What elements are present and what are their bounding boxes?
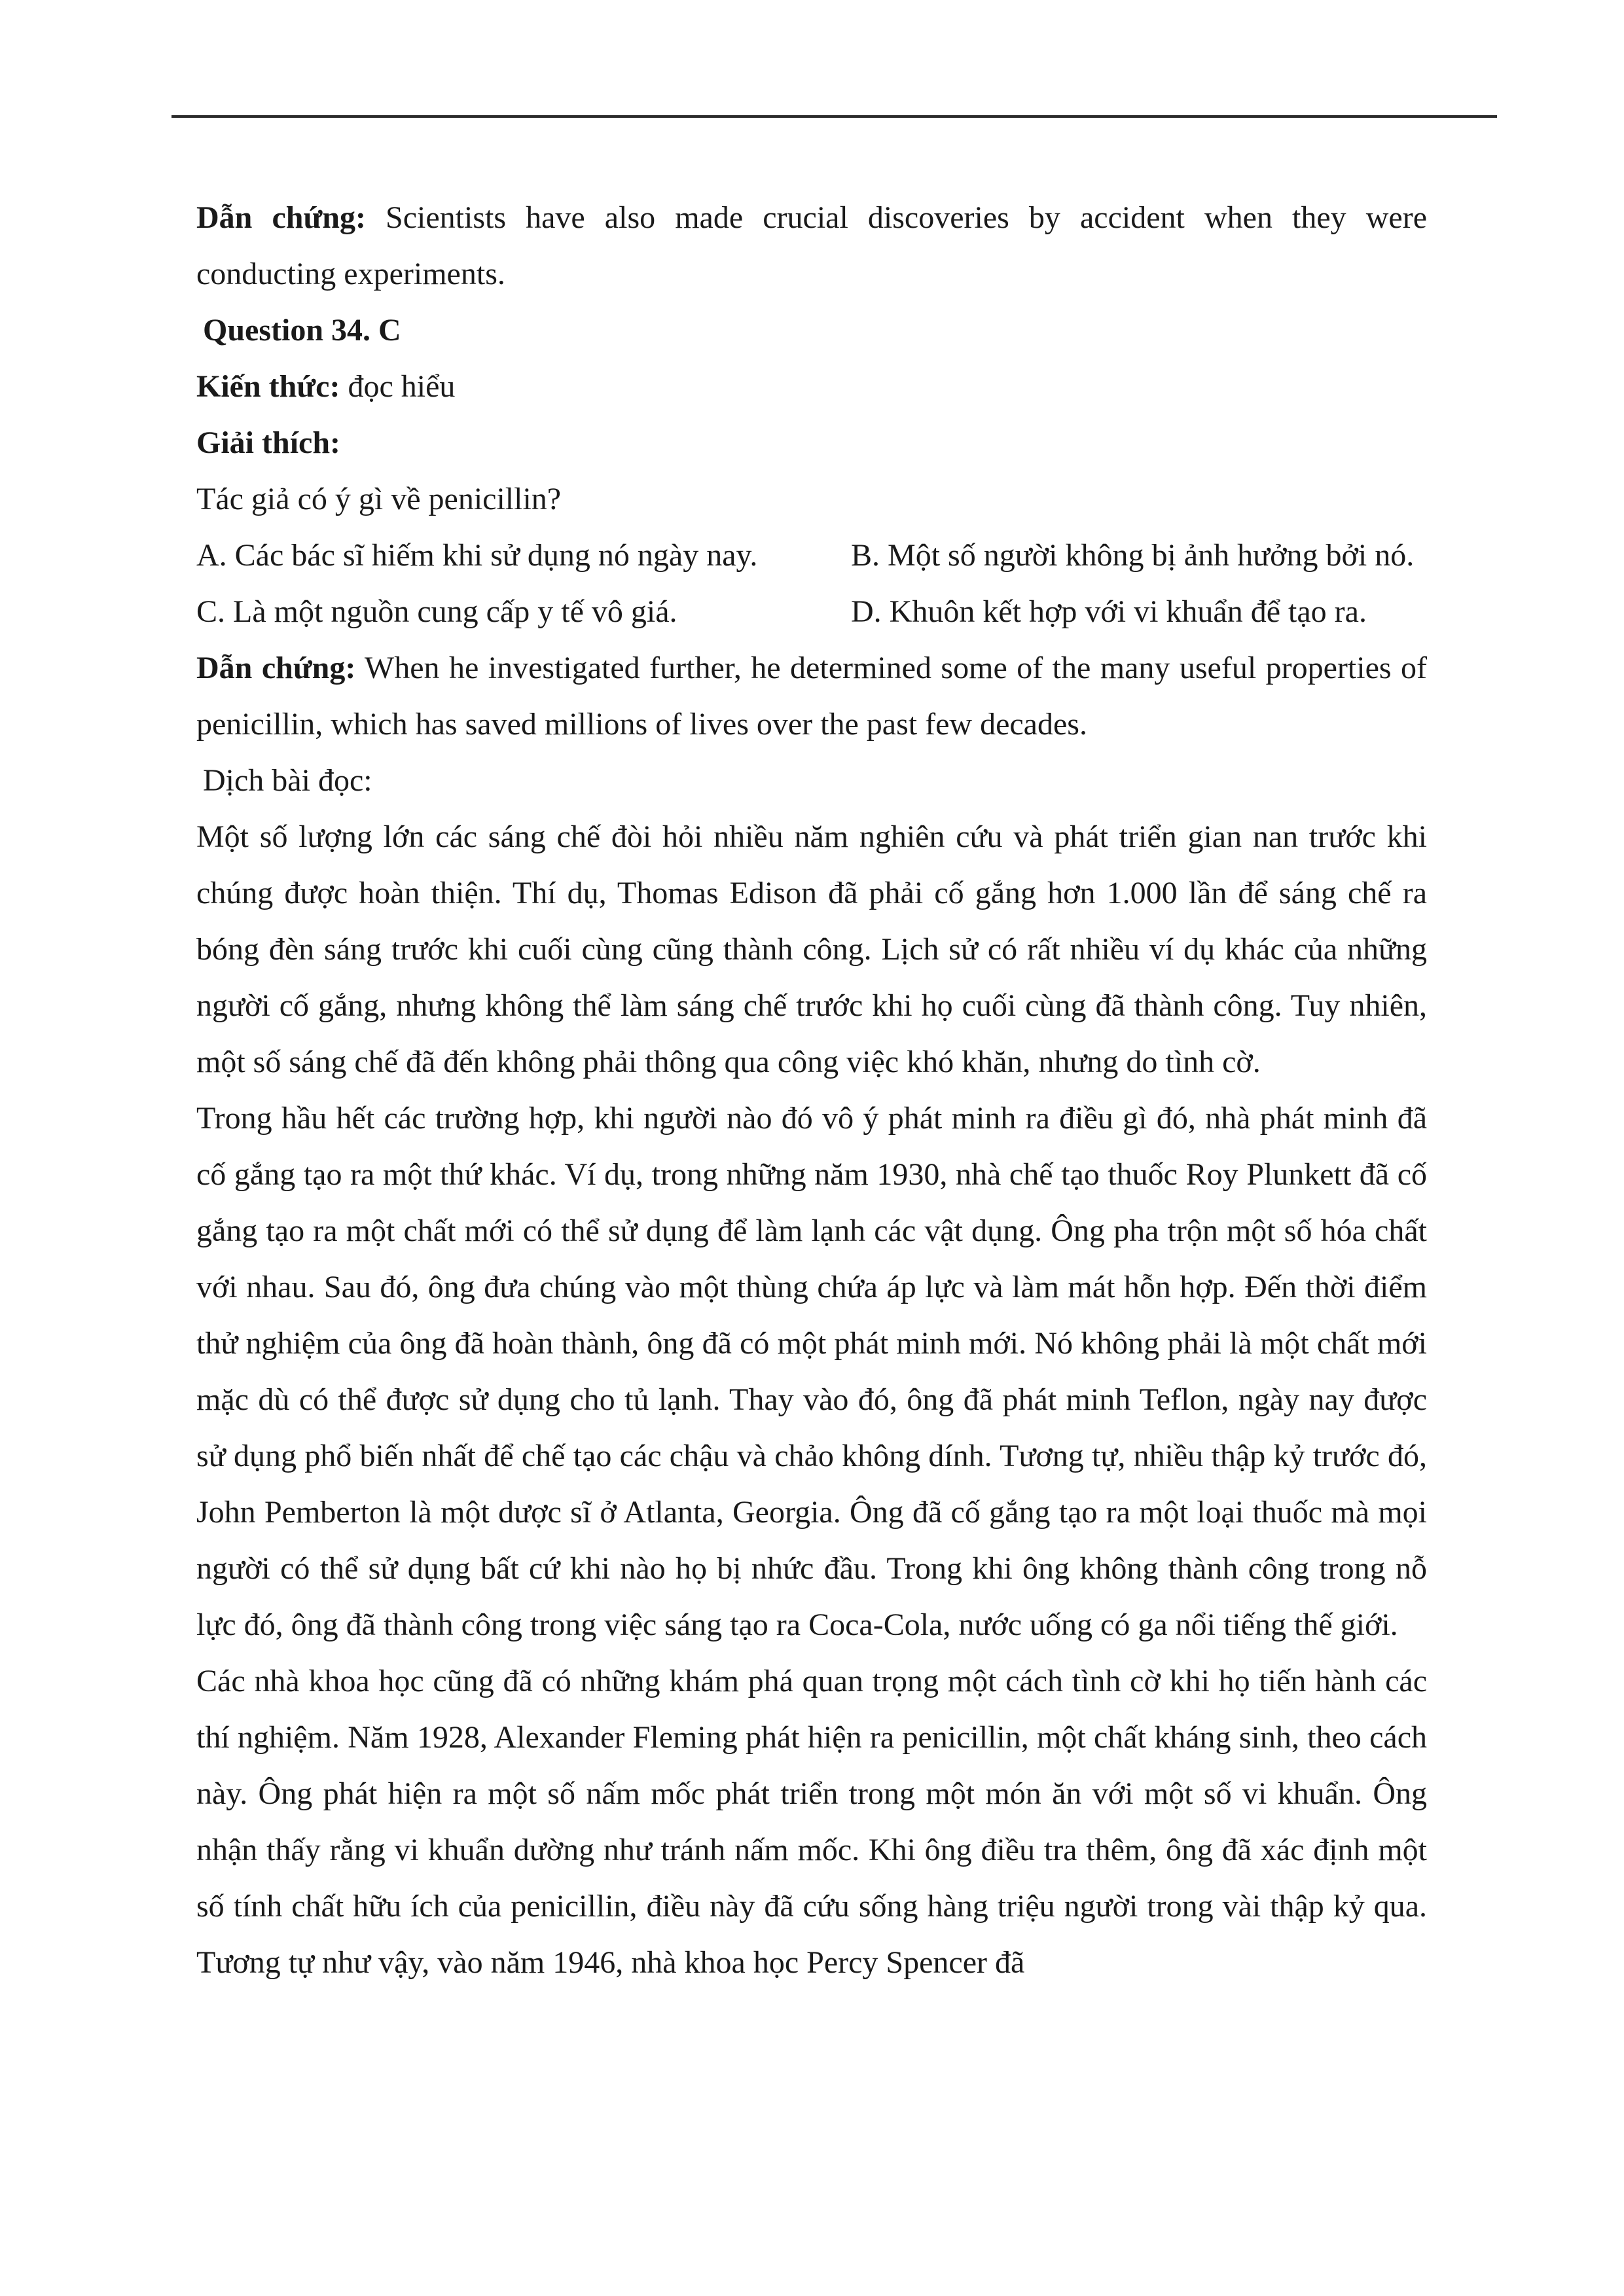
knowledge-value: đọc hiểu [340, 369, 456, 404]
options-row-2 [196, 584, 1427, 640]
knowledge-label: Kiến thức: [196, 369, 340, 404]
knowledge-line [196, 359, 1427, 415]
explanation-label: Giải thích: [196, 425, 341, 460]
evidence-label: Dẫn chứng: [196, 200, 366, 235]
translation-paragraph: Các nhà khoa học cũng đã có những khám phá quan trọng một cách tình cờ khi họ tiến hành các thí nghiệm. Năm 1928, Alexander Fleming phát hiện ra penicillin, một chất kháng sinh, theo cách này. Ông phát hiện ra một số nấm mốc phát triển trong một món ăn với một số vi khuẩn. Ông nhận thấy rằng vi khuẩn dường như tránh nấm mốc. Khi ông điều tra thêm, ông đã xác định một số tính chất hữu ích của penicillin, điều này đã cứu sống hàng triệu người trong vài thập kỷ qua. Tương tự như vậy, vào năm 1946, nhà khoa học Percy Spencer đã [196, 1664, 1427, 1980]
question-prompt: Tác giả có ý gì về penicillin? [196, 482, 562, 516]
document-body [196, 190, 1427, 1991]
translation-paragraph: Trong hầu hết các trường hợp, khi người nào đó vô ý phát minh ra điều gì đó, nhà phát minh đã cố gắng tạo ra một thứ khác. Ví dụ, trong những năm 1930, nhà chế tạo thuốc Roy Plunkett đã cố gắng tạo ra một chất mới có thể sử dụng để làm lạnh các vật dụng. Ông pha trộn một số hóa chất với nhau. Sau đó, ông đưa chúng vào một thùng chứa áp lực và làm mát hỗn hợp. Đến thời điểm thử nghiệm của ông đã hoàn thành, ông đã có một phát minh mới. Nó không phải là một chất mới mặc dù có thể được sử dụng cho tủ lạnh. Thay vào đó, ông đã phát minh Teflon, ngày nay được sử dụng phổ biến nhất để chế tạo các chậu và chảo không dính. Tương tự, nhiều thập kỷ trước đó, John Pemberton là một dược sĩ ở Atlanta, Georgia. Ông đã cố gắng tạo ra một loại thuốc mà mọi người có thể sử dụng bất cứ khi nào họ bị nhức đầu. Trong khi ông không thành công trong nỗ lực đó, ông đã thành công trong việc sáng tạo ra Coca-Cola, nước uống có ga nổi tiếng thế giới. [196, 1101, 1427, 1642]
option-a: A. Các bác sĩ hiếm khi sử dụng nó ngày nay. [196, 538, 758, 573]
options-row-1 [196, 528, 1427, 584]
option-c: C. Là một nguồn cung cấp y tế vô giá. [196, 594, 677, 629]
evidence-label: Dẫn chứng: [196, 651, 356, 685]
option-b: B. Một số người không bị ảnh hưởng bởi nó. [851, 538, 1415, 573]
evidence-1 [196, 190, 1427, 302]
evidence-2 [196, 640, 1427, 753]
evidence-text: Scientists have also made crucial discoveries by accident when they were conducting experiments. [196, 200, 1428, 291]
evidence-text: When he investigated further, he determined some of the many useful properties of penicillin, which has saved millions of lives over the past few decades. [196, 651, 1428, 742]
header-rule [171, 115, 1497, 118]
translation-heading: Dịch bài đọc: [203, 763, 372, 798]
question-heading: Question 34. C [203, 313, 401, 348]
option-d: D. Khuôn kết hợp với vi khuẩn để tạo ra. [851, 594, 1367, 629]
translation-paragraph: Một số lượng lớn các sáng chế đòi hỏi nhiều năm nghiên cứu và phát triển gian nan trước khi chúng được hoàn thiện. Thí dụ, Thomas Edison đã phải cố gắng hơn 1.000 lần để sáng chế ra bóng đèn sáng trước khi cuối cùng cũng thành công. Lịch sử có rất nhiều ví dụ khác của những người cố gắng, nhưng không thể làm sáng chế trước khi họ cuối cùng đã thành công. Tuy nhiên, một số sáng chế đã đến không phải thông qua công việc khó khăn, nhưng do tình cờ. [196, 819, 1427, 1079]
